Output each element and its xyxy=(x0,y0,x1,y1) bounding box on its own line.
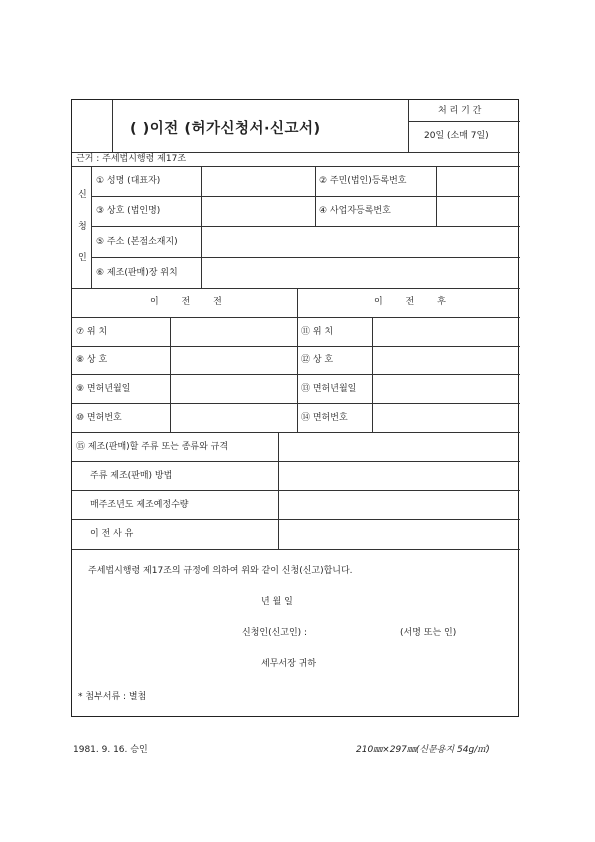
details-bottom-line xyxy=(72,549,520,550)
transfer-reason-label: 이 전 사 유 xyxy=(90,529,134,539)
manufacturing-method-label: 주류 제조(판매) 방법 xyxy=(90,471,173,481)
after-trade-name-field[interactable] xyxy=(373,347,519,373)
processing-divider xyxy=(408,121,520,122)
paper-spec: 210㎜×297㎜(신문용지 54g/㎡) xyxy=(356,745,490,755)
applicant-bottom-line xyxy=(72,288,520,289)
factory-location-field[interactable] xyxy=(202,258,519,287)
expected-quantity-field[interactable] xyxy=(279,491,519,518)
transfer-reason-field[interactable] xyxy=(279,520,519,548)
date-line: 년 월 일 xyxy=(261,597,293,607)
after-license-date-label: ⑬ 면허년월일 xyxy=(301,384,357,394)
address-field[interactable] xyxy=(202,227,519,256)
after-license-no-field[interactable] xyxy=(373,404,519,431)
before-license-no-field[interactable] xyxy=(171,404,296,431)
manufacturing-method-field[interactable] xyxy=(279,462,519,489)
legal-basis: 근거 : 주세법시행령 제17조 xyxy=(76,154,187,164)
address-label: ⑤ 주소 (본점소재지) xyxy=(96,237,178,247)
addressee: 세무서장 귀하 xyxy=(261,659,317,669)
processing-period-value: 20일 (소매 7일) xyxy=(424,131,489,141)
header-left-divider xyxy=(112,100,113,152)
applicant-mid-divider xyxy=(315,166,316,226)
name-field[interactable] xyxy=(202,167,314,195)
applicant-side-divider xyxy=(91,166,92,288)
applicant-side-label-2: 청 xyxy=(78,222,87,232)
expected-quantity-label: 매주조년도 제조예정수량 xyxy=(90,500,189,510)
applicant-side-label-1: 신 xyxy=(78,190,87,200)
resident-no-label: ② 주민(법인)등록번호 xyxy=(319,176,407,186)
resident-no-field[interactable] xyxy=(437,167,519,195)
business-no-label: ④ 사업자등록번호 xyxy=(319,206,391,216)
application-form xyxy=(71,99,519,717)
processing-period-label: 처 리 기 간 xyxy=(438,106,482,116)
factory-location-label: ⑥ 제조(판매)장 위치 xyxy=(96,268,178,278)
kind-and-spec-label: ⑮ 제조(판매)할 주류 또는 종류와 규격 xyxy=(76,442,229,452)
before-license-date-field[interactable] xyxy=(171,375,296,402)
after-location-label: ⑪ 위 치 xyxy=(301,327,334,337)
after-transfer-header: 이 전 후 xyxy=(374,297,456,307)
applicant-side-label-3: 인 xyxy=(78,253,87,263)
before-transfer-header: 이 전 전 xyxy=(150,297,232,307)
after-license-no-label: ⑭ 면허번호 xyxy=(301,413,348,423)
name-label: ① 성명 (대표자) xyxy=(96,176,161,186)
before-trade-name-field[interactable] xyxy=(171,347,296,373)
transfer-center-divider xyxy=(297,288,298,432)
signature-or-seal-label: (서명 또는 인) xyxy=(400,628,457,638)
after-license-date-field[interactable] xyxy=(373,375,519,402)
after-trade-name-label: ⑫ 상 호 xyxy=(301,355,334,365)
header-bottom-line xyxy=(72,152,520,153)
header-right-divider xyxy=(408,100,409,152)
before-license-date-label: ⑨ 면허년월일 xyxy=(76,384,131,394)
before-location-label: ⑦ 위 치 xyxy=(76,327,108,337)
before-license-no-label: ⑩ 면허번호 xyxy=(76,413,122,423)
after-location-field[interactable] xyxy=(373,318,519,345)
kind-and-spec-field[interactable] xyxy=(279,433,519,460)
applicant-signature-label: 신청인(신고인) : xyxy=(242,628,308,638)
declaration-statement: 주세법시행령 제17조의 규정에 의하여 위와 같이 신청(신고)합니다. xyxy=(88,566,353,576)
before-location-field[interactable] xyxy=(171,318,296,345)
business-no-field[interactable] xyxy=(437,197,519,225)
form-title: ( )이전 (허가신청서·신고서) xyxy=(130,121,321,137)
approval-date: 1981. 9. 16. 승인 xyxy=(73,745,148,755)
applicant-signature-field[interactable] xyxy=(322,625,397,641)
trade-name-field[interactable] xyxy=(202,197,314,225)
trade-name-label: ③ 상호 (법인명) xyxy=(96,206,161,216)
attachment-note: * 첨부서류 : 별첨 xyxy=(78,692,147,702)
before-trade-name-label: ⑧ 상 호 xyxy=(76,355,108,365)
